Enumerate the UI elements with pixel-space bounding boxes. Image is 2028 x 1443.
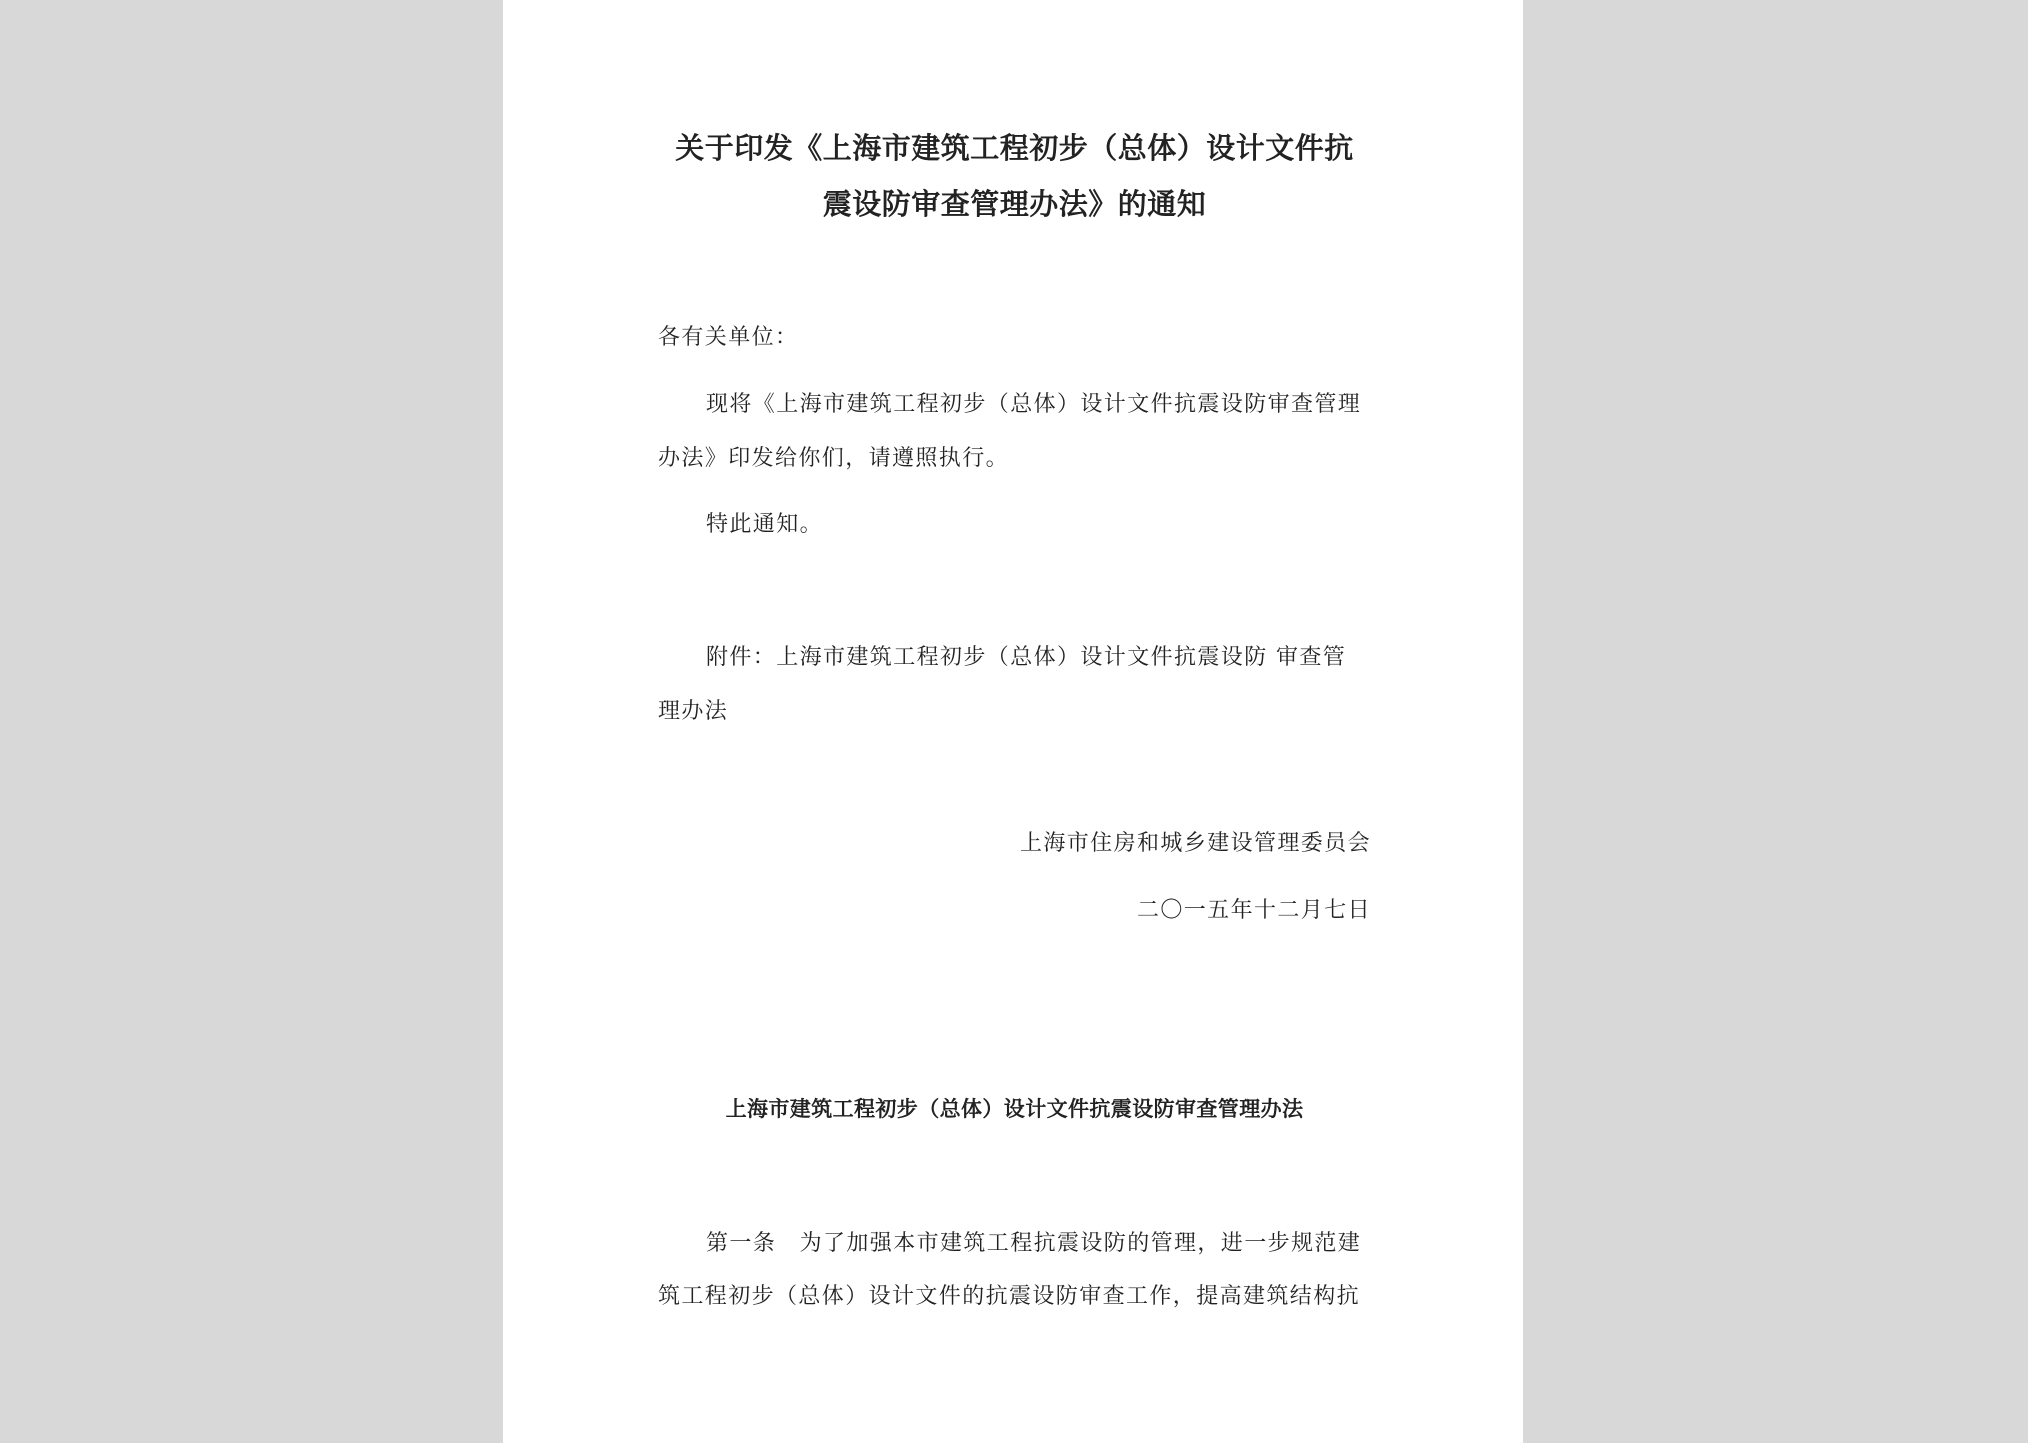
paragraph-1-line-1: 现将《上海市建筑工程初步（总体）设计文件抗震设防审查管理 [706, 392, 1362, 417]
article-1-line-1: 第一条 为了加强本市建筑工程抗震设防的管理，进一步规范建 [706, 1231, 1362, 1256]
signature-organization: 上海市住房和城乡建设管理委员会 [1019, 831, 1371, 856]
attachment-line-2: 理办法 [658, 699, 729, 724]
regulation-title: 上海市建筑工程初步（总体）设计文件抗震设防审查管理办法 [725, 1096, 1304, 1121]
document-title-line-2: 震设防审查管理办法》的通知 [822, 187, 1207, 221]
salutation: 各有关单位： [658, 325, 799, 350]
document-title-line-1: 关于印发《上海市建筑工程初步（总体）设计文件抗 [675, 131, 1354, 165]
article-1-line-2: 筑工程初步（总体）设计文件的抗震设防审查工作，提高建筑结构抗 [658, 1284, 1361, 1309]
document-page[interactable] [503, 0, 1523, 1443]
signature-date: 二〇一五年十二月七日 [1136, 898, 1371, 923]
attachment-line-1: 附件：上海市建筑工程初步（总体）设计文件抗震设防 审查管 [706, 645, 1347, 670]
paragraph-2: 特此通知。 [706, 512, 824, 537]
paragraph-1-line-2: 办法》印发给你们，请遵照执行。 [658, 446, 1010, 471]
